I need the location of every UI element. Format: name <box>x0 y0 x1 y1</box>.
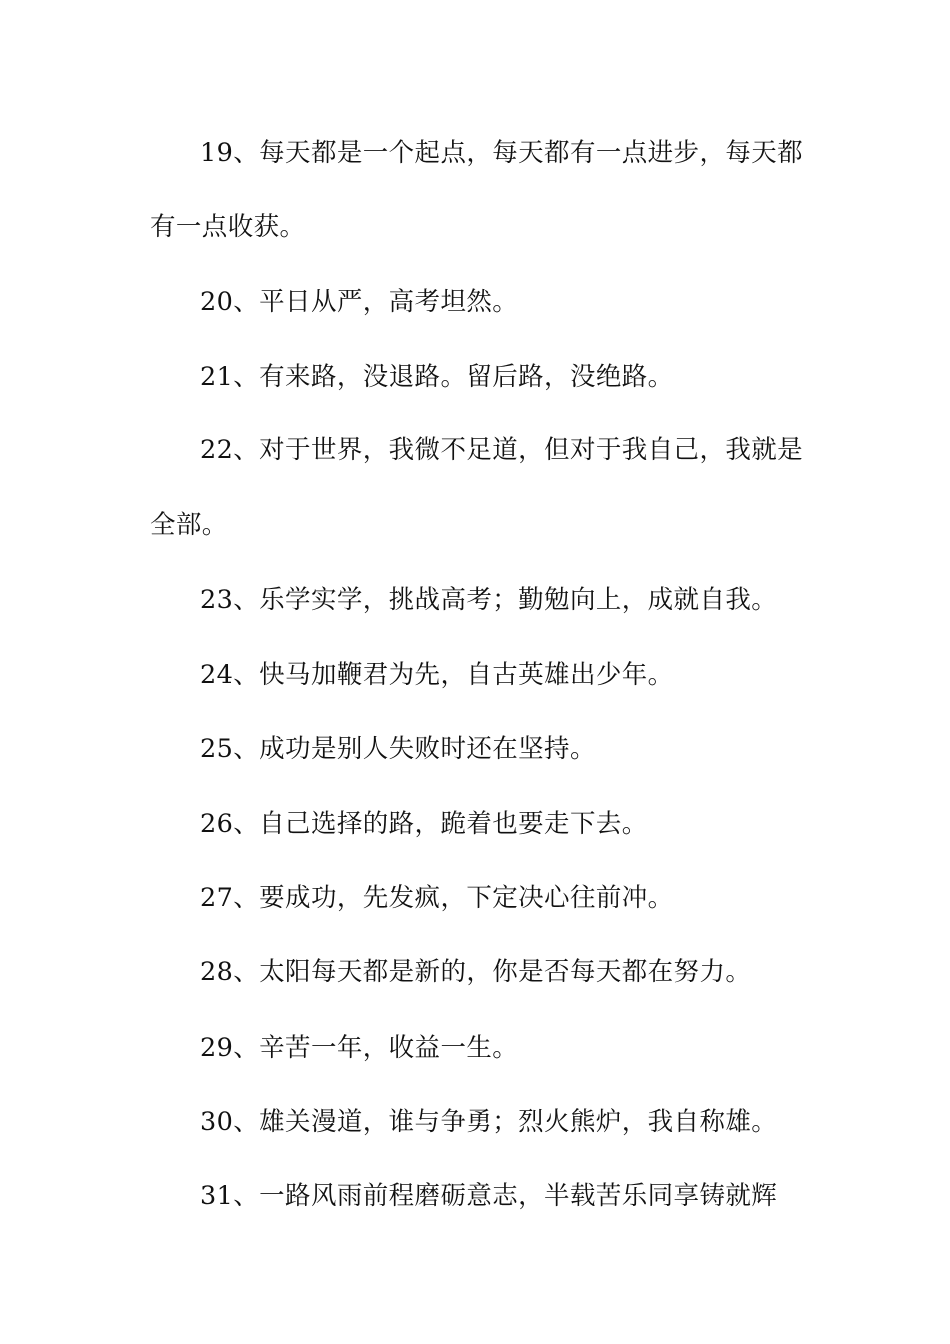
text-line: 19、每天都是一个起点，每天都有一点进步，每天都 <box>200 138 804 168</box>
text-line: 31、一路风雨前程磨砺意志，半载苦乐同享铸就辉 <box>200 1181 778 1211</box>
text-line: 30、雄关漫道，谁与争勇；烈火熊炉，我自称雄。 <box>200 1107 778 1137</box>
text-line: 21、有来路，没退路。留后路，没绝路。 <box>200 362 674 392</box>
text-line: 20、平日从严，高考坦然。 <box>200 287 519 317</box>
text-line: 25、成功是别人失败时还在坚持。 <box>200 734 596 764</box>
text-line: 27、要成功，先发疯，下定决心往前冲。 <box>200 883 674 913</box>
text-line: 22、对于世界，我微不足道，但对于我自己，我就是 <box>200 435 804 465</box>
text-line: 29、辛苦一年，收益一生。 <box>200 1033 519 1063</box>
text-line: 28、太阳每天都是新的，你是否每天都在努力。 <box>200 957 752 987</box>
text-line: 全部。 <box>150 510 228 540</box>
text-line: 23、乐学实学，挑战高考；勤勉向上，成就自我。 <box>200 585 778 615</box>
text-line: 24、快马加鞭君为先，自古英雄出少年。 <box>200 660 674 690</box>
text-line: 有一点收获。 <box>150 212 306 242</box>
text-line: 26、自己选择的路，跪着也要走下去。 <box>200 809 648 839</box>
